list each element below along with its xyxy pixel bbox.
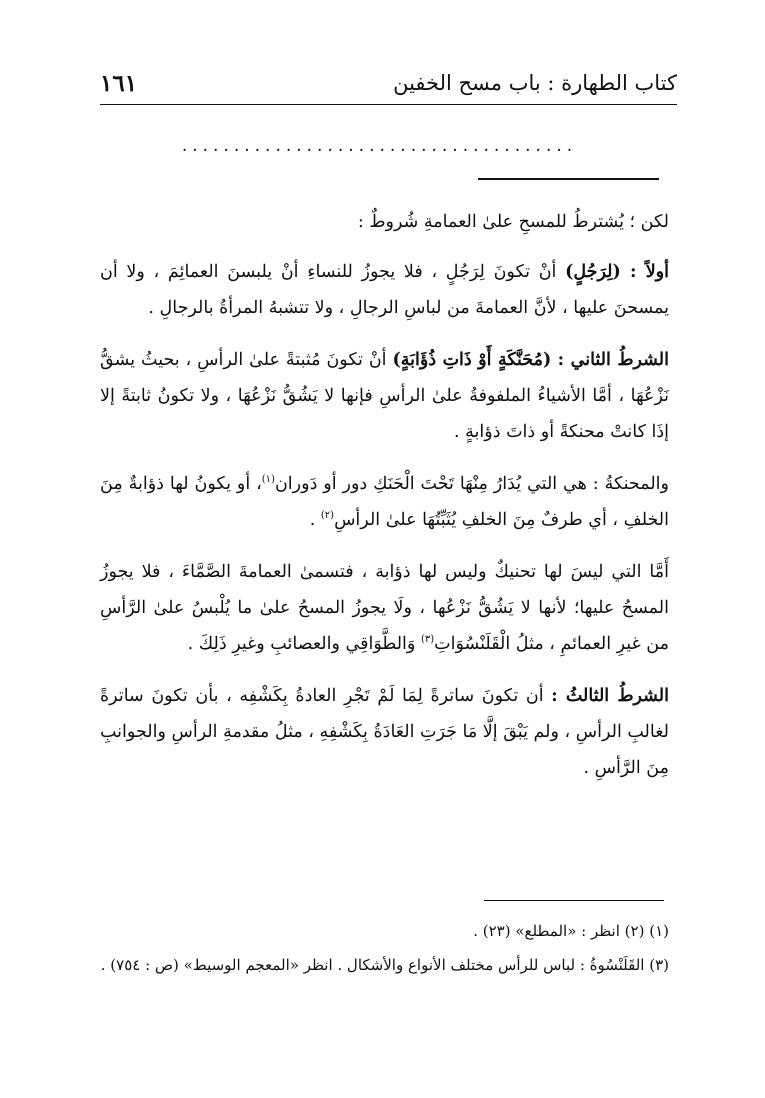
footnote-ref-3: (٣)	[420, 634, 435, 646]
page-number: ١٦١	[100, 69, 138, 97]
samma-text-1: أَمَّا التي ليسَ لها تحنيكٌ وليس لها ذؤابة ، فتسمىٰ العمامةَ الصَّمَّاءَ ، فلا يجوزُ المسحُ عليها؛ لأنها لا يَشُقُّ نَزْعُها ، ولَا يجوزُ المسحُ علىٰ ما يُلْبسُ علىٰ الرَّأسِ من غيرِ العمائمِ ، مثلُ الْقَلَنْسُوَاتِ	[100, 562, 669, 654]
muhannaka-text-3: .	[309, 510, 321, 530]
condition-1-label: أولاً : (لِرَجُلٍ)	[565, 262, 669, 282]
muhannaka-paragraph	[100, 466, 669, 538]
condition-2-label: الشرطُ الثاني : (مُحَنَّكَةٍ أَوْ ذَاتِ ذُؤَابَةٍ)	[392, 350, 669, 370]
muhannaka-text-2: ، أو يكونُ لها ذؤابةٌ مِنَ الخلفِ ، أي طرفٌ مِنَ الخلفِ يُثَبِّتُهَا علىٰ الرأسِ	[100, 474, 669, 530]
condition-3-label: الشرطُ الثالثُ :	[551, 686, 669, 706]
dotted-separator: ......................................	[181, 136, 578, 156]
footnote-ref-1: (١)	[261, 474, 275, 486]
samma-paragraph	[100, 554, 669, 662]
intro-paragraph	[100, 204, 669, 240]
running-header	[100, 62, 677, 105]
samma-text-2: وَالطَّوَاقِي والعصائبِ وغيرِ ذَلِكَ .	[187, 634, 421, 654]
section-rule	[478, 178, 659, 180]
condition-1-text: أنْ تكونَ لِرَجُلٍ ، فلا يجوزُ للنساءِ أنْ يلبسنَ العمائِمَ ، ولا أن يمسحنَ عليها ، لأنَّ العمامةَ من لباسِ الرجالِ ، ولا تتشبهُ المرأةُ بالرجالِ .	[100, 262, 669, 318]
footnote-rule	[484, 900, 664, 901]
condition-1-paragraph	[100, 254, 669, 326]
muhannaka-text-1: والمحنكةُ : هي التي يُدَارُ مِنْهَا تَحْتَ الْحَنَكِ دور أو دَوران	[274, 474, 669, 494]
footnote-ref-2: (٢)	[320, 510, 335, 522]
intro-text: لكن ؛ يُشترطُ للمسحِ علىٰ العمامةِ شُروطٌ :	[357, 212, 669, 232]
footnote-1: (١) (٢) انظر : «المطلع» (٢٣) .	[473, 922, 669, 940]
main-text	[100, 204, 669, 802]
chapter-title: كتاب الطهارة : باب مسح الخفين	[393, 71, 677, 95]
condition-2-text: أنْ تكونَ مُثبتةً علىٰ الرأسِ ، بحيثُ يشقُّ نَزْعُهَا ، أمَّا الأشياءُ الملفوفةُ علىٰ الرأسِ فإنها لا يَشُقُّ نَزْعُهَا ، ولا تكونُ ثابتةً إلا إذَا كانتْ محنكةً أو ذاتَ ذؤابةٍ .	[100, 350, 669, 442]
footnote-2: (٣) القَلَنْسُوةُ : لباس للرأس مختلف الأنواع والأشكال . انظر «المعجم الوسيط» (ص : ٧٥٤) .	[100, 956, 669, 974]
footnotes	[100, 916, 669, 984]
condition-2-paragraph	[100, 342, 669, 450]
condition-3-paragraph	[100, 678, 669, 786]
condition-3-text: أن تكونَ ساترةً لِمَا لَمْ تَجْرِ العادةُ بِكَشْفِه ، بأن تكونَ ساترةً لغالبِ الرأسِ ، ولم يَبْقَ إلَّا مَا جَرَتِ العَادَةُ بِكَشْفِهِ ، مثلُ مقدمةِ الرأسِ والجوانبِ مِنَ الرَّأسِ .	[100, 686, 669, 778]
